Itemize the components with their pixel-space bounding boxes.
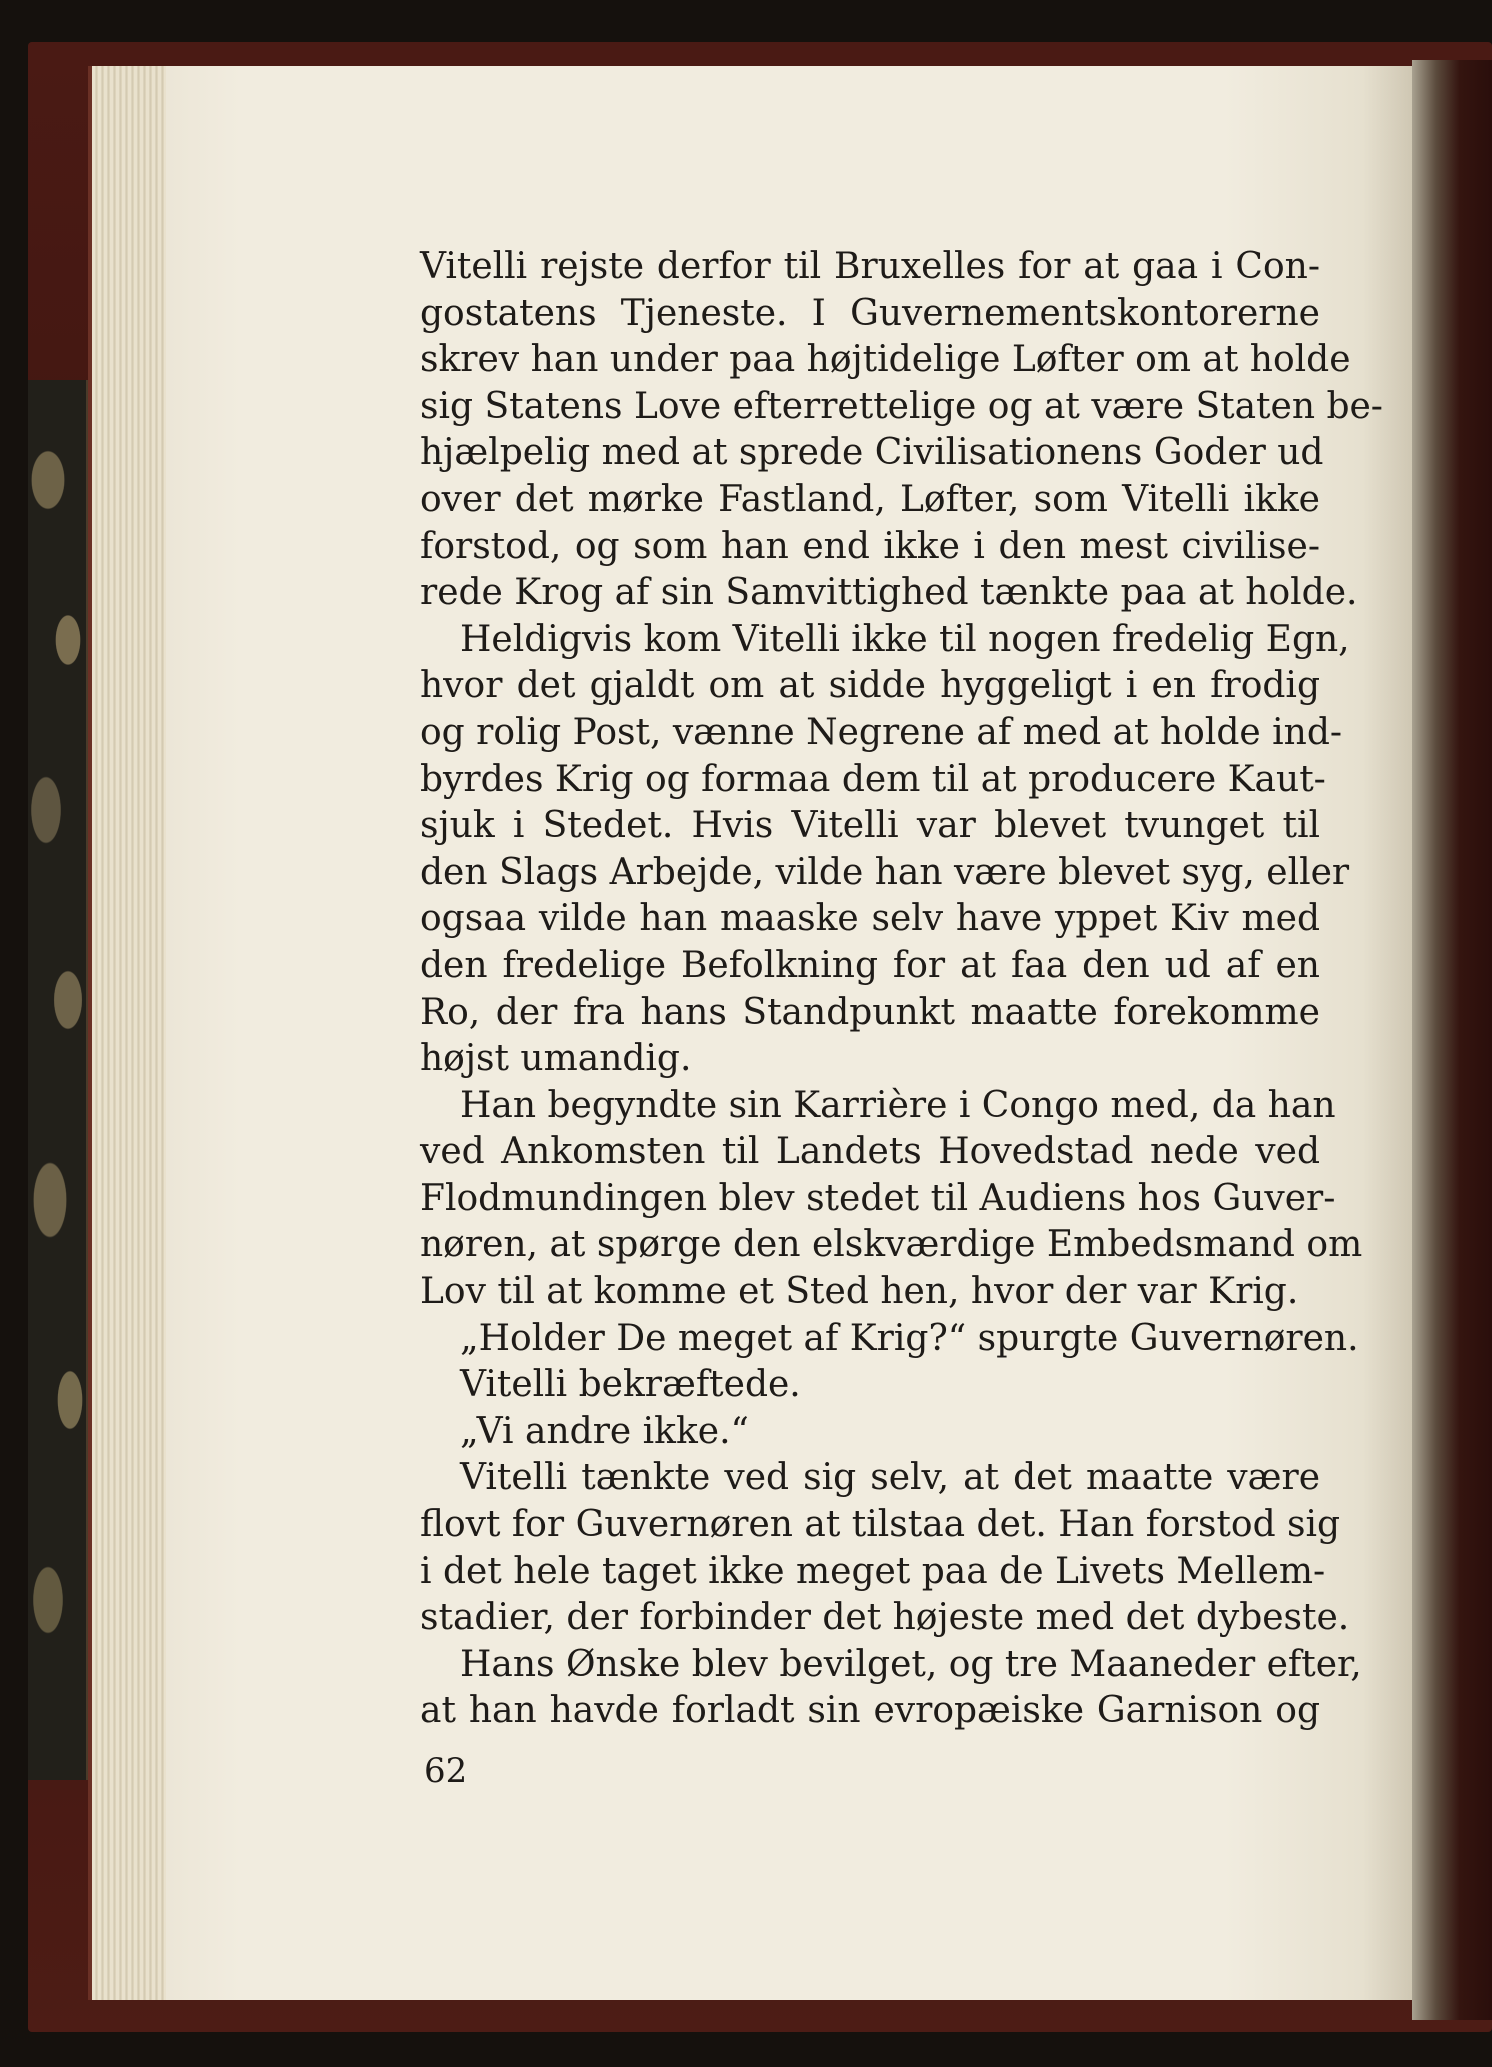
text-line: stadier, der forbinder det højeste med det dybeste. (420, 1597, 1350, 1639)
page-number: 62 (424, 1751, 468, 1791)
text-line: skrev han under paa højtidelige Løfter om at holde (420, 339, 1351, 381)
text-line: flovt for Guvernøren at tilstaa det. Han forstod sig (420, 1504, 1341, 1546)
text-line: højst umandig. (420, 1038, 692, 1080)
text-line: over det mørke Fastland, Løfter, som Vitelli ikke (420, 478, 1320, 520)
text-line: Vitelli rejste derfor til Bruxelles for at gaa i Con- (420, 246, 1320, 287)
text-line: i det hele taget ikke meget paa de Livets Mellem- (420, 1550, 1326, 1592)
marbled-endpaper (28, 380, 88, 1780)
text-line: „Vi andre ikke.“ (460, 1410, 749, 1452)
text-line: rede Krog af sin Samvittighed tænkte paa at holde. (420, 572, 1358, 614)
text-line: sjuk i Stedet. Hvis Vitelli var blevet tvunget til (420, 805, 1320, 847)
text-line: Ro, der fra hans Standpunkt maatte forekomme (420, 991, 1320, 1033)
text-line: sig Statens Love efterrettelige og at være Staten be- (420, 385, 1383, 427)
text-line: byrdes Krig og formaa dem til at producere Kaut- (420, 758, 1326, 800)
body-text (420, 244, 1383, 1735)
text-line: Vitelli bekræftede. (460, 1364, 801, 1406)
text-line: nøren, at spørge den elskværdige Embedsmand om (420, 1224, 1363, 1266)
text-line: forstod, og som han end ikke i den mest civilise- (420, 525, 1320, 567)
text-line: Hans Ønske blev bevilget, og tre Maaneder efter, (460, 1643, 1362, 1685)
text-line: Flodmundingen blev stedet til Audiens hos Guver- (420, 1177, 1336, 1219)
page-edges (88, 66, 174, 2000)
text-line: hjælpelig med at sprede Civilisationens Goder ud (420, 432, 1324, 474)
text-line: Heldigvis kom Vitelli ikke til nogen fredelig Egn, (460, 618, 1350, 660)
text-line: den fredelige Befolkning for at faa den ud af en (420, 944, 1320, 986)
text-line: ved Ankomsten til Landets Hovedstad nede ved (420, 1131, 1320, 1173)
text-line: hvor det gjaldt om at sidde hyggeligt i en frodig (420, 665, 1320, 707)
text-line: Lov til at komme et Sted hen, hvor der var Krig. (420, 1271, 1299, 1313)
text-line: og rolig Post, vænne Negrene af med at holde ind- (420, 711, 1343, 753)
text-line: den Slags Arbejde, vilde han være blevet syg, eller (420, 851, 1350, 893)
text-line: „Holder De meget af Krig?“ spurgte Guvernøren. (460, 1317, 1359, 1359)
text-line: gostatens Tjeneste. I Guvernementskontorerne (420, 292, 1320, 334)
text-line: ogsaa vilde han maaske selv have yppet Kiv med (420, 898, 1320, 940)
text-line: at han havde forladt sin evropæiske Garnison og (420, 1690, 1320, 1732)
text-line: Han begyndte sin Karrière i Congo med, da han (460, 1084, 1336, 1126)
gutter-shadow (1412, 60, 1492, 2020)
text-line: Vitelli tænkte ved sig selv, at det maatte være (460, 1457, 1320, 1499)
